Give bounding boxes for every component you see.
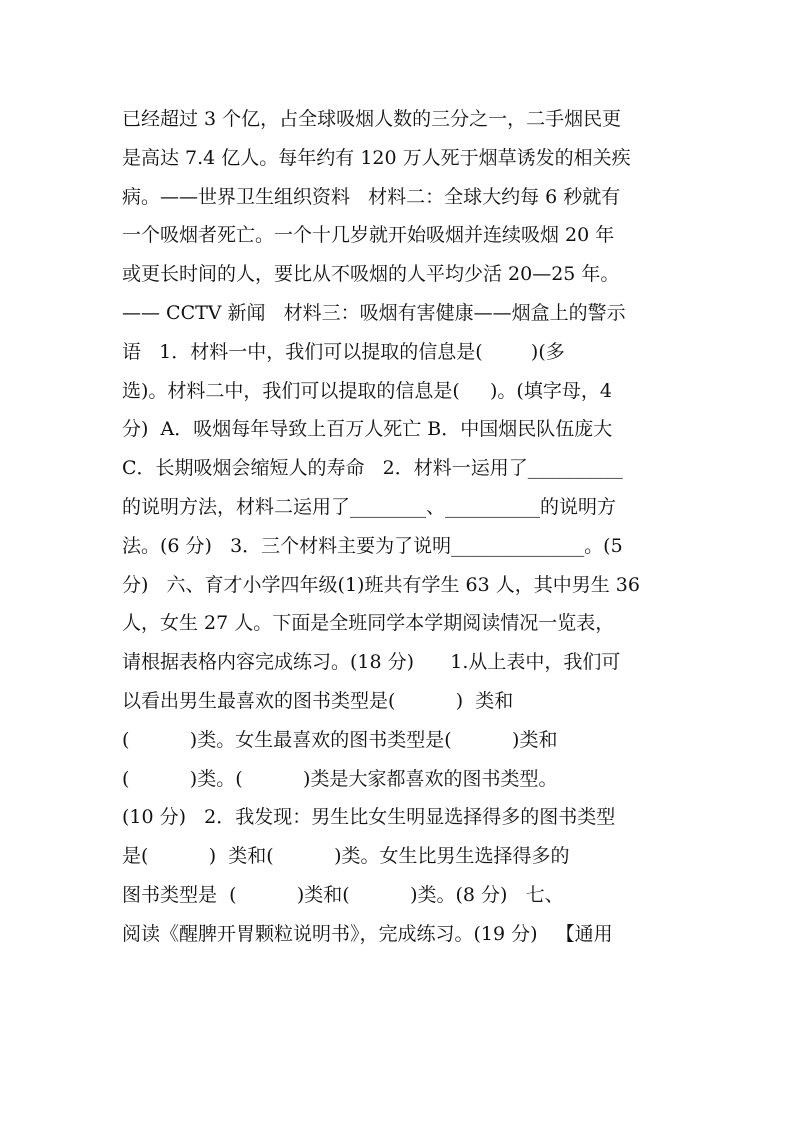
text-line: 分) 六、育才小学四年级(1)班共有学生 63 人，其中男生 36 — [122, 573, 640, 596]
text-line: 的说明方法，材料二运用了________、__________的说明方 — [122, 495, 617, 518]
text-line: (10 分) 2．我发现：男生比女生明显选择得多的图书类型 — [122, 806, 616, 829]
text-line: 请根据表格内容完成练习。(18 分) 1.从上表中，我们可 — [122, 651, 621, 674]
text-line: 分) A．吸烟每年导致上百万人死亡 B．中国烟民队伍庞大 — [122, 418, 613, 441]
text-line: 人，女生 27 人。下面是全班同学本学期阅读情况一览表， — [122, 612, 615, 635]
text-line: ( )类。女生最喜欢的图书类型是( )类和 — [122, 728, 558, 751]
text-line: 已经超过 3 个亿，占全球吸烟人数的三分之一，二手烟民更 — [122, 108, 622, 130]
text-line: 阅读《醒脾开胃颗粒说明书》，完成练习。(19 分) 【通用 — [122, 922, 613, 945]
text-line: 法。(6 分) 3．三个材料主要为了说明______________。(5 — [122, 534, 623, 557]
text-line: 或更长时间的人，要比从不吸烟的人平均少活 20—25 年。 — [122, 263, 620, 286]
text-line: 病。——世界卫生组织资料 材料二：全球大约每 6 秒就有 — [122, 185, 621, 208]
text-line: ( )类。( )类是大家都喜欢的图书类型。 — [122, 767, 558, 790]
text-line: 是高达 7.4 亿人。每年约有 120 万人死于烟草诱发的相关疾 — [122, 146, 631, 169]
text-line: 图书类型是 ( )类和( )类。(8 分) 七、 — [122, 883, 564, 906]
document-body — [122, 100, 674, 954]
text-line: 选)。材料二中，我们可以提取的信息是( )。(填字母，4 — [122, 379, 612, 402]
text-line: 一个吸烟者死亡。一个十几岁就开始吸烟并连续吸烟 20 年 — [122, 224, 615, 247]
text-line: 是( ) 类和( )类。女生比男生选择得多的 — [122, 845, 570, 868]
text-line: 语 1．材料一中，我们可以提取的信息是( )(多 — [122, 340, 565, 363]
text-line: C．长期吸烟会缩短人的寿命 2．材料一运用了__________ — [122, 457, 623, 480]
text-line: 以看出男生最喜欢的图书类型是( ) 类和 — [122, 689, 514, 712]
text-line: —— CCTV 新闻 材料三：吸烟有害健康——烟盒上的警示 — [122, 301, 626, 324]
